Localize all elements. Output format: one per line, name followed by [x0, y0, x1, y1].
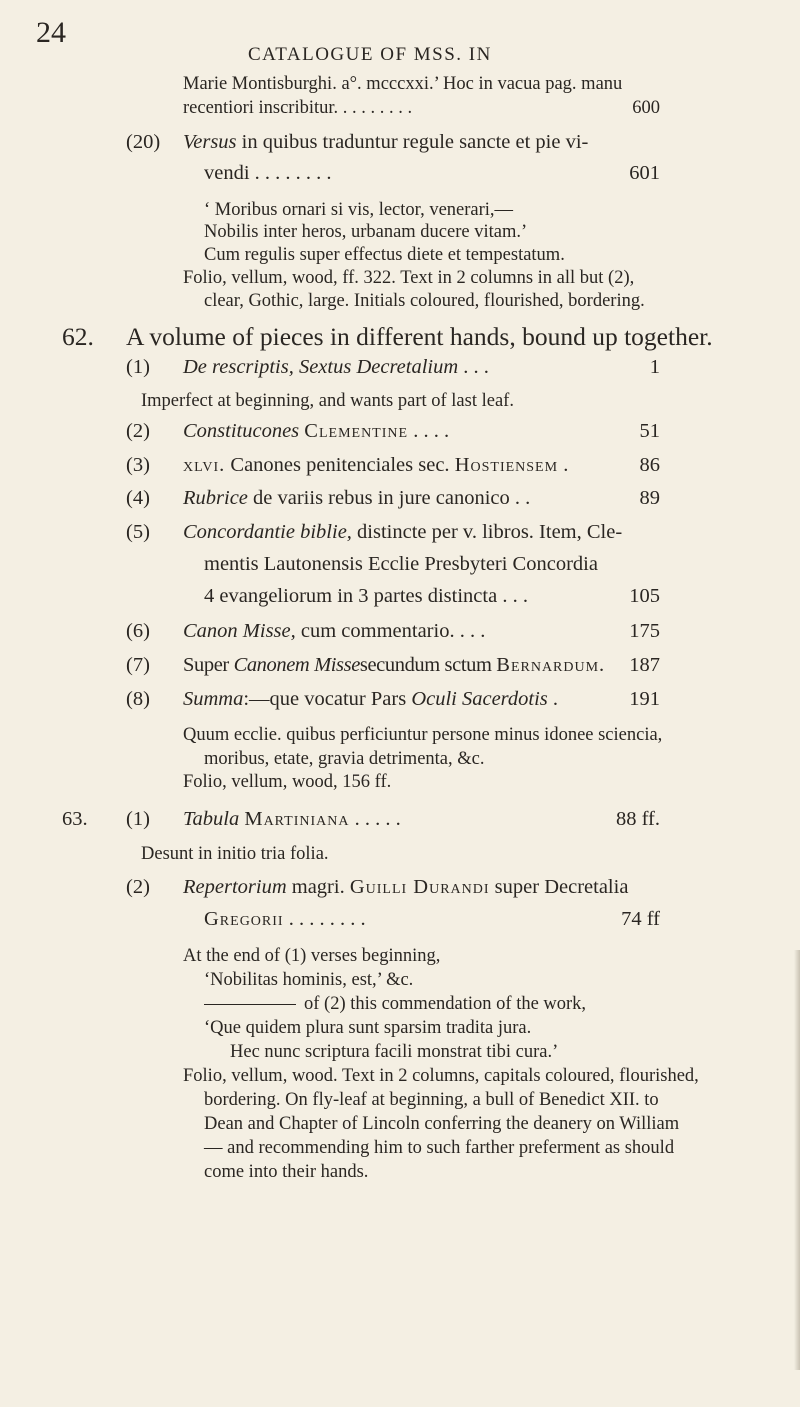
item-62-entry-2-title: Constitucones [183, 420, 300, 442]
item-63-description-2: bordering. On fly-leaf at beginning, a bull of Benedict XII. to [204, 1090, 659, 1110]
item-62-entry-4: Rubrice de variis rebus in jure canonico . . [183, 487, 531, 509]
item-62-entry-5-page: 105 [629, 585, 660, 607]
entry-20-verse-1: ‘ Moribus ornari si vis, lector, venerari,— [204, 200, 514, 220]
item-62-entry-8: Summa:—que vocatur Pars Oculi Sacerdotis . [183, 688, 559, 710]
item-62-entry-3: xlvi. Canones penitenciales sec. Hostiensem . [183, 454, 569, 476]
item-62-heading: A volume of pieces in different hands, bound up together. [126, 322, 713, 351]
item-62-entry-7-prefix: Super [183, 654, 229, 676]
item-62-note-1: Quum ecclie. quibus perficiuntur persone minus idonee sciencia, [183, 725, 663, 745]
item-62-entry-6-text: cum commentario. [300, 620, 455, 642]
item-63-entry-2-title: Repertorium [183, 876, 287, 898]
entry-20-title: Versus [183, 131, 237, 153]
item-62-entry-5-title: Concordantie biblie, [183, 521, 352, 543]
item-62-entry-3-number: (3) [126, 454, 150, 476]
item-63-note-3-text: of (2) this commendation of the work, [304, 994, 587, 1014]
item-63-note-3 [204, 994, 586, 1015]
item-62-entry-3-text: Canones penitenciales sec. [230, 454, 450, 476]
item-62-entry-1: De rescriptis, Sextus Decretalium . . . [183, 356, 489, 378]
item-62-entry-2-author: Clementine [304, 420, 409, 442]
entry-20-verse-2: Nobilis inter heros, urbanam ducere vitam.’ [204, 222, 528, 242]
item-62-entry-7-page: 187 [629, 654, 660, 676]
running-head: CATALOGUE OF MSS. IN [248, 44, 492, 65]
item-63-entry-1: Tabula Martiniana . . . . . [183, 808, 401, 830]
item-62-entry-5-line-3: 4 evangeliorum in 3 partes distincta . . . [204, 585, 528, 607]
item-63-description-3: Dean and Chapter of Lincoln conferring the deanery on William [204, 1114, 680, 1134]
entry-20-number: (20) [126, 131, 161, 153]
item-62-entry-7-number: (7) [126, 654, 150, 676]
item-62-entry-5-text-1: distincte per v. libros. Item, Cle- [357, 521, 623, 543]
item-62-entry-1-note: Imperfect at beginning, and wants part of last leaf. [141, 391, 514, 411]
item-62-entry-1-page: 1 [649, 356, 660, 378]
item-62-entry-5-text-3: 4 evangeliorum in 3 partes distincta [204, 585, 498, 607]
item-62-note-2: moribus, etate, gravia detrimenta, &c. [204, 749, 485, 769]
item-63-note-4: ‘Que quidem plura sunt sparsim tradita jura. [204, 1018, 532, 1038]
item-63-entry-2-line-1 [183, 876, 628, 899]
item-63-entry-1-number: (1) [126, 808, 150, 830]
item-62-entry-5-line-2: mentis Lautonensis Ecclie Presbyteri Concordia [204, 553, 598, 575]
item-62-entry-4-text: de variis rebus in jure canonico [253, 487, 510, 509]
item-62-entry-7-title: Canonem Misse [233, 654, 360, 676]
entry-20-description-2: clear, Gothic, large. Initials coloured, flourished, bordering. [204, 291, 645, 311]
item-63-entry-2-page: 74 ff [621, 908, 660, 930]
item-63-note-5: Hec nunc scriptura facili monstrat tibi cura.’ [230, 1042, 559, 1062]
item-62-entry-2: Constitucones Clementine . . . . [183, 420, 450, 442]
item-62-entry-3-prefix: xlvi. [183, 454, 226, 476]
item-62-entry-6-page: 175 [629, 620, 660, 642]
entry-20-text-2: vendi [204, 162, 250, 184]
item-62-entry-2-page: 51 [639, 420, 660, 442]
intro-line-2: recentiori inscribitur. . . . . . . . . [183, 98, 413, 118]
item-63-entry-1-title: Tabula [183, 808, 240, 830]
item-62-description: Folio, vellum, wood, 156 ff. [183, 772, 392, 792]
entry-20-description-1: Folio, vellum, wood, ff. 322. Text in 2 columns in all but (2), [183, 268, 635, 288]
item-62-entry-8-page: 191 [629, 688, 660, 710]
item-63-entry-1-note: Desunt in initio tria folia. [141, 844, 329, 864]
item-62-entry-7 [183, 654, 605, 677]
item-62-entry-4-title: Rubrice [183, 487, 248, 509]
item-62-entry-5-number: (5) [126, 521, 150, 543]
item-62-entry-6: Canon Misse, cum commentario. . . . [183, 620, 486, 642]
entry-20-page: 601 [629, 162, 660, 184]
intro-line-1: Marie Montisburghi. a°. mcccxxi.’ Hoc in vacua pag. manu [183, 74, 623, 94]
item-62-entry-7-author: Bernardum. [496, 654, 606, 676]
intro-text: recentiori inscribitur. [183, 98, 339, 118]
item-62-entry-4-page: 89 [639, 487, 660, 509]
item-63-entry-2-author-2: Gregorii [204, 908, 284, 930]
item-63-entry-2-text: magri. [291, 876, 345, 898]
page-number: 24 [36, 16, 66, 49]
item-63-entry-2-number: (2) [126, 876, 150, 898]
page-edge-shadow [794, 950, 800, 1370]
item-63-entry-1-page: 88 ff. [615, 808, 660, 830]
entry-20-line-1 [183, 131, 588, 154]
item-63-description-4: — and recommending him to such farther preferment as should [204, 1138, 675, 1158]
item-63-entry-2-author-1: Guilli Durandi [349, 876, 490, 898]
entry-20-text-1: in quibus traduntur regule sancte et pie vi- [241, 131, 589, 153]
item-63-entry-2-line-2: Gregorii . . . . . . . . [204, 908, 366, 930]
item-62-entry-6-title: Canon Misse, [183, 620, 296, 642]
item-62-entry-5-line-1 [183, 521, 622, 544]
intro-page: 600 [632, 98, 660, 118]
item-62-entry-6-number: (6) [126, 620, 150, 642]
item-63-number: 63. [62, 808, 88, 830]
item-62-entry-8-title-2: Oculi Sacerdotis [411, 688, 548, 710]
entry-20-line-2: vendi . . . . . . . . [204, 162, 332, 184]
ditto-rule [204, 1004, 296, 1005]
item-62-entry-4-number: (4) [126, 487, 150, 509]
item-62-entry-2-number: (2) [126, 420, 150, 442]
item-63-note-1: At the end of (1) verses beginning, [183, 946, 441, 966]
entry-20-verse-3: Cum regulis super effectus diete et tempestatum. [204, 245, 565, 265]
item-62-entry-7-text: secundum sctum [359, 654, 492, 676]
item-62-entry-1-title: De rescriptis, Sextus Decretalium [183, 356, 459, 378]
item-62-number: 62. [62, 322, 94, 351]
item-63-description-1: Folio, vellum, wood. Text in 2 columns, capitals coloured, flourished, [183, 1066, 699, 1086]
item-62-entry-8-title: Summa [183, 688, 244, 710]
item-63-entry-1-author: Martiniana [244, 808, 350, 830]
item-62-entry-3-author: Hostiensem [454, 454, 559, 476]
item-63-description-5: come into their hands. [204, 1162, 369, 1182]
item-63-note-2: ‘Nobilitas hominis, est,’ &c. [204, 970, 414, 990]
item-62-entry-8-text: :—que vocatur Pars [243, 688, 407, 710]
item-62-entry-3-page: 86 [639, 454, 660, 476]
item-62-entry-1-number: (1) [126, 356, 150, 378]
item-63-entry-2-text-2: super Decretalia [494, 876, 629, 898]
item-62-entry-8-number: (8) [126, 688, 150, 710]
